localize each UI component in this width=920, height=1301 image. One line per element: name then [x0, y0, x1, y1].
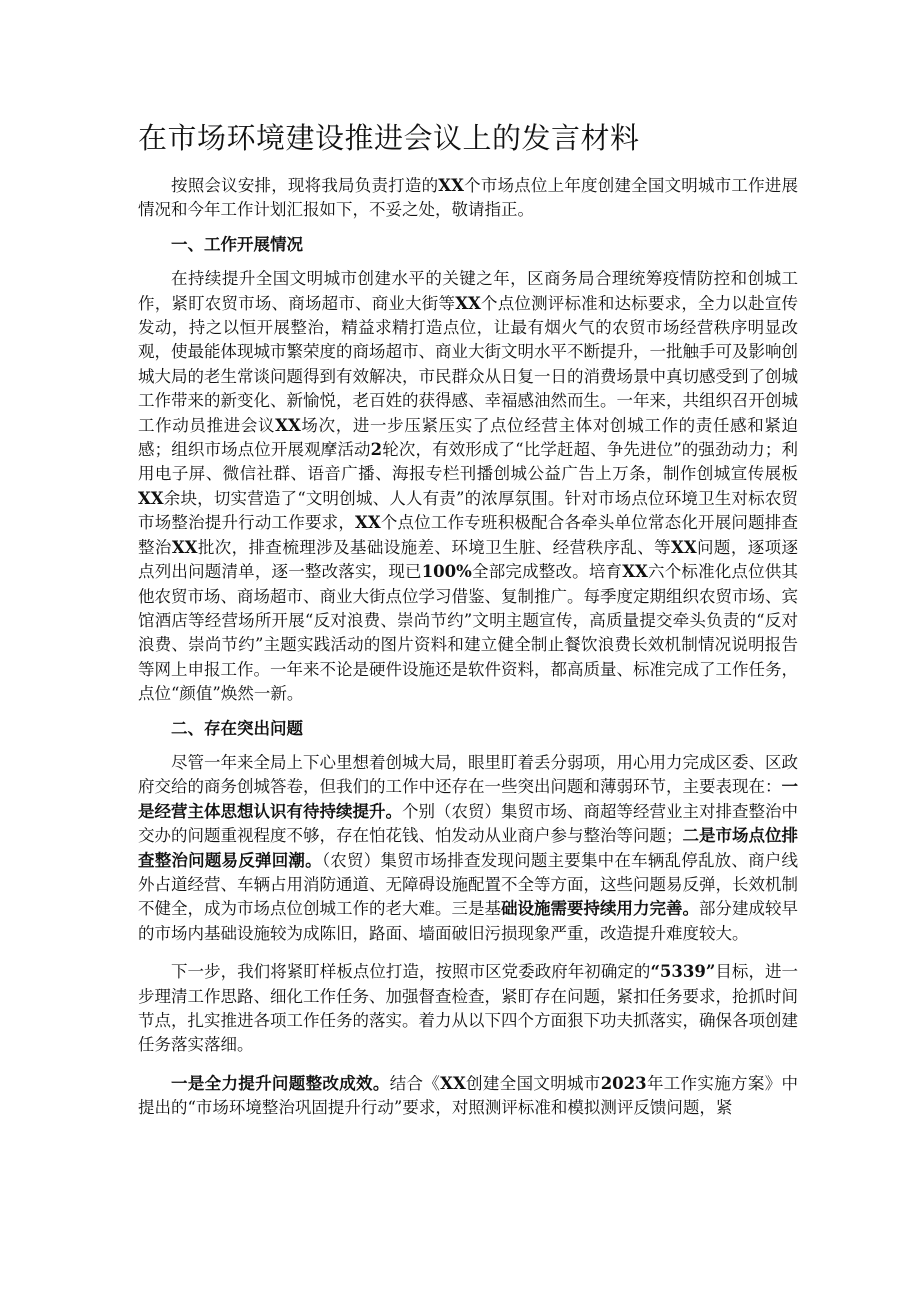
body-number: XX [171, 537, 198, 557]
body-emphasis: 一是经营主体思想认识有待持续提升。 [138, 777, 798, 821]
body-text: 问题，逐项逐点列出问题清单，逐一整改落实，现已 [138, 537, 799, 582]
body-text: 批次，排查梳理涉及基础设施差、环境卫生脏、经营秩序乱、等 [197, 537, 672, 557]
body-text: 个点位测评标准和达标要求，全力以赴宣传发动，持之以恒开展整治，精益求精打造点位，让最有烟火气的农贸市场经营秩序明显改观，使最能体现城市繁荣度的商场超市、商业大街文明水平不断提升，一批触手可及影响创城大局的老生常谈问题得到有效解决，市民群众从日复一日的消费场景中真切感受到了创城工作带来的新变化、新愉悦，老百姓的获得感、幸福感油然而生。一年来，共组织召开创城工作动员推进会议 [138, 293, 799, 435]
body-number: XX [138, 488, 164, 508]
section-2-heading: 二、存在突出问题 [171, 718, 303, 738]
section-1-heading: 一、工作开展情况 [171, 234, 303, 254]
body-text: 余块，切实营造了“文明创城、人人有责”的浓厚氛围。针对市场点位环境卫生对标农贸市场整治提升行动工作要求， [138, 488, 798, 533]
body-emphasis: 二是市场点位排查整治问题易反弹回潮。 [138, 826, 798, 870]
body-emphasis: 一是全力提升问题整改成效。 [171, 1073, 390, 1093]
body-text: 目标，进一步理清工作思路、细化工作任务、加强督查检查，紧盯存在问题，紧扣任务要求，抢抓时间节点，扎实推进各项工作任务的落实。着力从以下四个方面狠下功夫抓落实，确保各项创建任务落实落细。 [138, 962, 799, 1055]
body-number: 2 [370, 440, 383, 460]
body-number: 2023 [600, 1073, 647, 1093]
document-title: 在市场环境建设推进会议上的发言材料 [138, 121, 640, 155]
body-emphasis: 础设施需要持续用力完善。 [501, 899, 699, 919]
body-text: 在持续提升全国文明城市创建水平的关键之年，区商务局合理统筹疫情防控和创城工作，紧盯农贸市场、商场超市、商业大街等 [138, 269, 798, 313]
section-2-paragraph [138, 751, 798, 946]
body-emphasis: “5339” [650, 962, 716, 982]
intro-paragraph [138, 174, 798, 223]
body-text: 部分建成较早的市场内基础设施较为成陈旧，路面、墙面破旧污损现象严重，改造提升难度较大。 [138, 899, 798, 943]
body-text: 结合《 [389, 1073, 441, 1093]
body-text: 尽管一年来全局上下心里想着创城大局，眼里盯着丢分弱项，用心用力完成区委、区政府交给的商务创城答卷，但我们的工作中还存在一些突出问题和薄弱环节，主要表现在： [138, 752, 798, 797]
body-number: 100% [421, 562, 472, 582]
body-text: 创建全国文明城市 [465, 1073, 601, 1093]
next-step-paragraph [138, 960, 798, 1058]
body-text: 个点位工作专班积极配合各牵头单位常态化开展问题排查整治 [138, 513, 799, 557]
body-text: （农贸）集贸市场排查发现问题主要集中在车辆乱停乱放、商户线外占道经营、车辆占用消防通道、无障碍设施配置不全等方面，这些问题易反弹，长效机制不健全，成为市场点位创城工作的老大难。三是基 [138, 850, 799, 919]
document-page [138, 118, 798, 1121]
body-text: 个别（农贸）集贸市场、商超等经营业主对排查整治中交办的问题重视程度不够，存在怕花钱、怕发动从业商户参与整治等问题； [138, 801, 798, 846]
body-number: XX [440, 1073, 466, 1093]
body-text: 场次，进一步压紧压实了点位经营主体对创城工作的责任感和紧迫感；组织市场点位开展观摩活动 [138, 415, 799, 460]
body-text: 年工作实施方案》中提出的“市场环境整治巩固提升行动”要求，对照测评标准和模拟测评反馈问题，紧 [138, 1073, 799, 1118]
intro-text: 个市场点位上年度创建全国文明城市工作进展情况和今年工作计划汇报如下，不妥之处，敬请指正。 [138, 176, 799, 220]
intro-count: XX [438, 176, 464, 195]
body-number: XX [275, 415, 301, 435]
body-text: 六个标准化点位供其他农贸市场、商场超市、商业大街点位学习借鉴、复制推广。每季度定期组织农贸市场、宾馆酒店等经营场所开展“反对浪费、崇尚节约”文明主题宣传，高质量提交牵头负责的“反对浪费、崇尚节约”主题实践活动的图片资料和建立健全制止餐饮浪费长效机制情况说明报告等网上申报工作。一年来不论是硬件设施还是软件资料，都高质量、标准完成了工作任务，点位“颜值”焕然一新。 [138, 562, 799, 704]
section-1-paragraph [138, 267, 798, 706]
body-text: 轮次，有效形成了“比学赶超、争先进位”的强劲动力；利用电子屏、微信社群、语音广播、海报专栏刊播创城公益广告上万条，制作创城宣传展板 [138, 440, 798, 484]
body-number: XX [622, 562, 648, 582]
body-number: XX [671, 537, 697, 557]
body-text: 全部完成整改。培育 [471, 562, 623, 582]
body-number: XX [455, 293, 481, 313]
body-number: XX [355, 513, 381, 533]
body-text: 下一步，我们将紧盯样板点位打造，按照市区党委政府年初确定的 [171, 962, 651, 982]
point-1-paragraph [138, 1072, 798, 1121]
intro-text: 按照会议安排，现将我局负责打造的 [171, 176, 439, 195]
